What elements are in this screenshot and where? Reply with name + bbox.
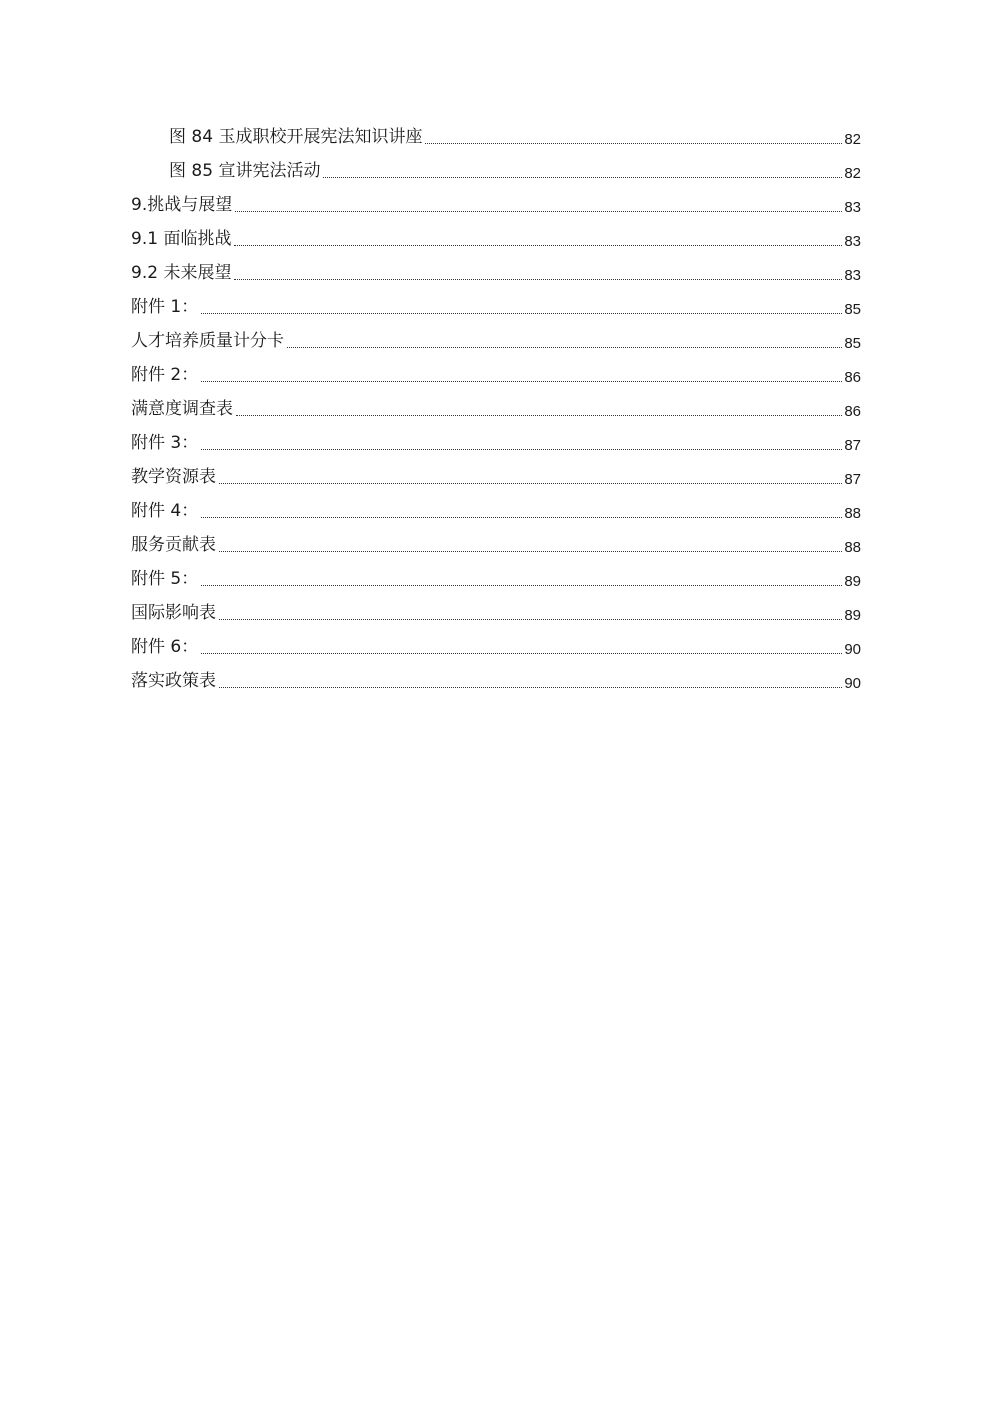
dot-leader	[234, 245, 842, 246]
toc-entry-section-9-1[interactable]	[131, 218, 861, 252]
toc-entry-section-9-2[interactable]	[131, 252, 861, 286]
toc-entry-label: 附件 4：	[131, 501, 199, 521]
dot-leader	[201, 381, 842, 382]
toc-entry-page-number: 83	[844, 233, 861, 250]
dot-leader	[425, 143, 842, 144]
toc-entry-figure-85[interactable]	[131, 150, 861, 184]
toc-entry-page-number: 90	[844, 641, 861, 658]
dot-leader	[323, 177, 842, 178]
dot-leader	[201, 653, 842, 654]
toc-entry-label: 教学资源表	[131, 467, 216, 487]
dot-leader	[219, 687, 842, 688]
toc-entry-label: 附件 6：	[131, 637, 199, 657]
toc-entry-page-number: 86	[844, 403, 861, 420]
toc-entry-appendix-1[interactable]	[131, 286, 861, 320]
dot-leader	[236, 415, 842, 416]
toc-entry-page-number: 89	[844, 573, 861, 590]
toc-entry-section-9[interactable]	[131, 184, 861, 218]
toc-entry-label: 图 84 玉成职校开展宪法知识讲座	[169, 127, 423, 147]
toc-entry-appendix-3[interactable]	[131, 422, 861, 456]
toc-entry-talent-scorecard[interactable]	[131, 320, 861, 354]
dot-leader	[201, 517, 842, 518]
dot-leader	[234, 279, 842, 280]
dot-leader	[235, 211, 842, 212]
toc-entry-label: 满意度调查表	[131, 399, 233, 419]
toc-entry-page-number: 90	[844, 675, 861, 692]
toc-entry-page-number: 82	[844, 131, 861, 148]
toc-entry-satisfaction-survey[interactable]	[131, 388, 861, 422]
toc-entry-label: 附件 2：	[131, 365, 199, 385]
toc-entry-label: 落实政策表	[131, 671, 216, 691]
table-of-contents	[131, 116, 861, 694]
toc-entry-service-contribution[interactable]	[131, 524, 861, 558]
toc-entry-label: 9.2 未来展望	[131, 263, 232, 283]
toc-entry-label: 附件 5：	[131, 569, 199, 589]
toc-entry-label: 服务贡献表	[131, 535, 216, 555]
toc-entry-appendix-2[interactable]	[131, 354, 861, 388]
toc-entry-page-number: 86	[844, 369, 861, 386]
toc-entry-appendix-6[interactable]	[131, 626, 861, 660]
toc-entry-page-number: 88	[844, 539, 861, 556]
toc-entry-label: 9.挑战与展望	[131, 195, 233, 215]
toc-entry-appendix-4[interactable]	[131, 490, 861, 524]
toc-entry-page-number: 89	[844, 607, 861, 624]
toc-entry-policy-implementation[interactable]	[131, 660, 861, 694]
toc-entry-page-number: 87	[844, 437, 861, 454]
toc-entry-label: 图 85 宣讲宪法活动	[169, 161, 321, 181]
toc-entry-page-number: 83	[844, 199, 861, 216]
toc-entry-page-number: 87	[844, 471, 861, 488]
dot-leader	[201, 313, 842, 314]
dot-leader	[201, 585, 842, 586]
toc-entry-label: 国际影响表	[131, 603, 216, 623]
dot-leader	[219, 551, 842, 552]
toc-entry-label: 附件 3：	[131, 433, 199, 453]
dot-leader	[287, 347, 842, 348]
toc-entry-page-number: 82	[844, 165, 861, 182]
toc-entry-figure-84[interactable]	[131, 116, 861, 150]
toc-entry-page-number: 85	[844, 301, 861, 318]
toc-entry-international-influence[interactable]	[131, 592, 861, 626]
toc-entry-page-number: 83	[844, 267, 861, 284]
toc-entry-page-number: 88	[844, 505, 861, 522]
toc-entry-label: 附件 1：	[131, 297, 199, 317]
dot-leader	[201, 449, 842, 450]
toc-entry-label: 9.1 面临挑战	[131, 229, 232, 249]
dot-leader	[219, 483, 842, 484]
toc-entry-appendix-5[interactable]	[131, 558, 861, 592]
toc-entry-label: 人才培养质量计分卡	[131, 331, 284, 351]
dot-leader	[219, 619, 842, 620]
toc-entry-teaching-resources[interactable]	[131, 456, 861, 490]
toc-entry-page-number: 85	[844, 335, 861, 352]
